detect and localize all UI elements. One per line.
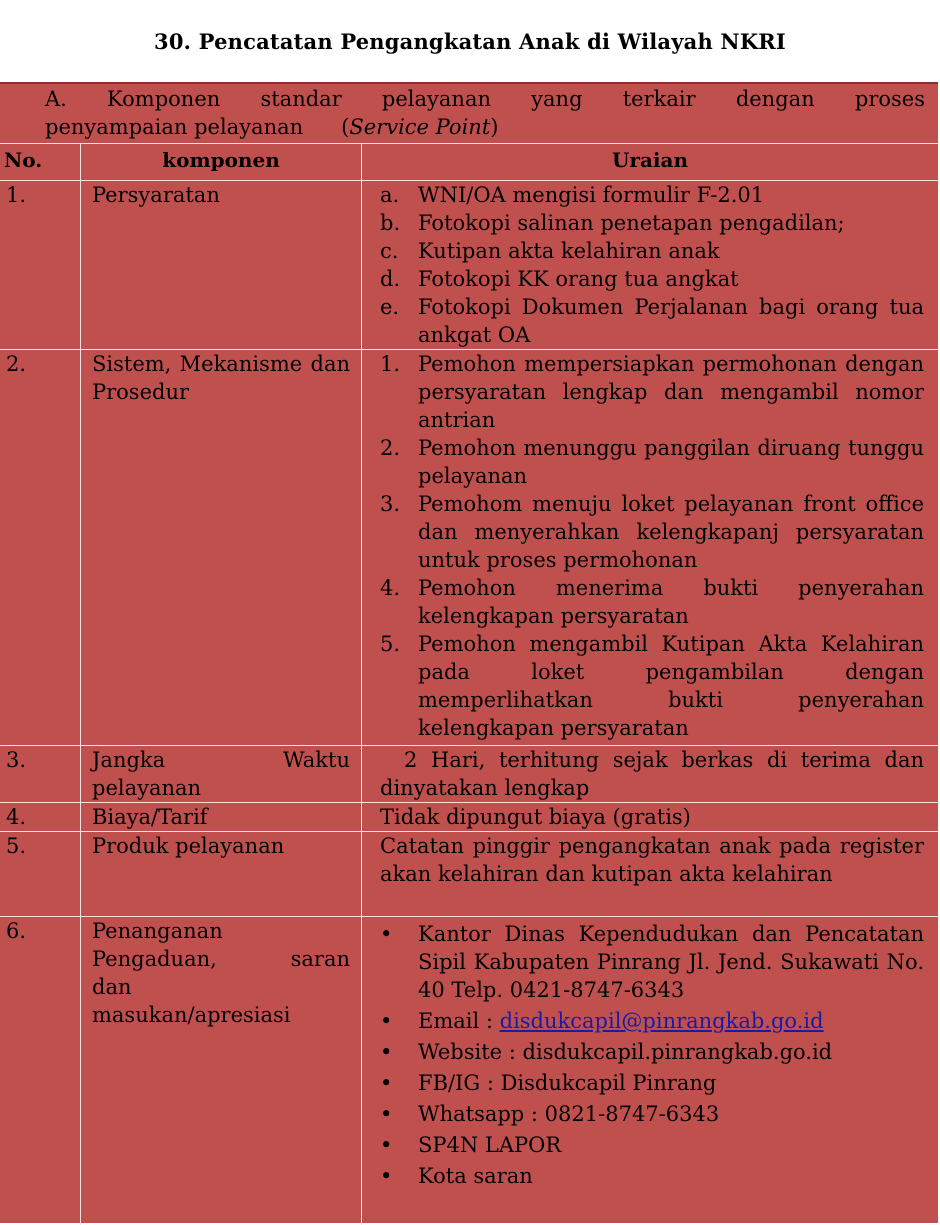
list-marker: 1. bbox=[380, 352, 401, 376]
bullet-text: Kantor Dinas Kependudukan dan Pencatatan Sipil Kabupaten Pinrang Jl. Jend. Sukawati No. 40 Telp. 0421-8747-6343 bbox=[418, 922, 924, 1002]
list-item bbox=[380, 574, 924, 630]
bullet-item bbox=[380, 1131, 924, 1159]
row-komponen: Sistem, Mekanisme dan Prosedur bbox=[92, 352, 350, 404]
list-text: Kutipan akta kelahiran anak bbox=[418, 239, 720, 263]
row-number: 1. bbox=[6, 183, 27, 207]
row-number: 5. bbox=[6, 834, 27, 858]
header-komponen: komponen bbox=[162, 148, 280, 172]
list-marker: 3. bbox=[380, 492, 401, 516]
grid-line bbox=[0, 143, 938, 144]
bullet-icon: • bbox=[380, 1071, 393, 1095]
bullet-text: FB/IG : Disdukcapil Pinrang bbox=[418, 1071, 717, 1095]
section-word: pelayanan bbox=[381, 87, 491, 111]
list-marker: 4. bbox=[380, 576, 401, 600]
komponen-line: pelayanan bbox=[92, 776, 202, 800]
section-word: standar bbox=[260, 87, 342, 111]
section-word: dengan bbox=[735, 87, 815, 111]
row-number: 4. bbox=[6, 805, 27, 829]
header-no: No. bbox=[4, 148, 43, 172]
list-marker: d. bbox=[380, 267, 401, 291]
list-text: Pemohon menunggu panggilan diruang tunggu pelayanan bbox=[418, 436, 924, 488]
komponen-line bbox=[92, 746, 350, 774]
bullet-item bbox=[380, 1007, 924, 1035]
header-uraian: Uraian bbox=[611, 148, 689, 172]
email-link[interactable]: disdukcapil@pinrangkab.go.id bbox=[499, 1009, 824, 1033]
section-word: A. bbox=[45, 87, 67, 111]
bullet-item bbox=[380, 1162, 924, 1190]
bullet-icon: • bbox=[380, 1133, 393, 1157]
list-marker: 5. bbox=[380, 632, 401, 656]
row-komponen bbox=[92, 746, 350, 802]
komponen-word: Pengaduan, bbox=[92, 947, 217, 971]
komponen-line: Penanganan bbox=[92, 919, 223, 943]
list-text: Pemohom menuju loket pelayanan front office dan menyerahkan kelengkapanj persyaratan untuk proses permohonan bbox=[418, 492, 924, 572]
bullet-text bbox=[418, 1007, 924, 1035]
list-item bbox=[380, 293, 924, 349]
email-label: Email : bbox=[418, 1009, 500, 1033]
list-item bbox=[380, 265, 924, 293]
bullet-item bbox=[380, 920, 924, 1004]
section-header-line1 bbox=[45, 85, 925, 113]
bullet-text: SP4N LAPOR bbox=[418, 1133, 562, 1157]
list-marker: 2. bbox=[380, 436, 401, 460]
list-marker: e. bbox=[380, 295, 400, 319]
list-item bbox=[380, 237, 924, 265]
list-marker: c. bbox=[380, 239, 399, 263]
row-number: 6. bbox=[6, 919, 27, 943]
section-word: terkair bbox=[622, 87, 696, 111]
row-uraian-bullets bbox=[380, 920, 924, 1193]
list-text: Pemohon menerima bukti penyerahan kelengkapan persyaratan bbox=[418, 576, 924, 628]
row-uraian-list bbox=[380, 350, 924, 742]
row-uraian-list bbox=[380, 181, 924, 349]
bullet-text: Whatsapp : 0821-8747-6343 bbox=[418, 1102, 720, 1126]
section-word: proses bbox=[854, 87, 925, 111]
section-subtitle: penyampaian pelayanan bbox=[45, 115, 304, 139]
bullet-item bbox=[380, 1100, 924, 1128]
list-marker: a. bbox=[380, 183, 400, 207]
komponen-line: masukan/apresiasi bbox=[92, 1003, 291, 1027]
list-item bbox=[380, 434, 924, 490]
paren-close: ) bbox=[490, 115, 499, 139]
list-item bbox=[380, 350, 924, 434]
list-text: Pemohon mengambil Kutipan Akta Kelahiran pada loket pengambilan dengan memperlihatkan bukti penyerahan kelengkapan persyaratan bbox=[418, 632, 924, 740]
grid-line bbox=[361, 143, 362, 1225]
bullet-text: Kota saran bbox=[418, 1164, 533, 1188]
list-text: Fotokopi Dokumen Perjalanan bagi orang tua ankgat OA bbox=[418, 295, 924, 347]
komponen-word: Jangka bbox=[92, 748, 166, 772]
paren-open: ( bbox=[341, 115, 350, 139]
row-uraian: 2 Hari, terhitung sejak berkas di terima dan dinyatakan lengkap bbox=[380, 748, 924, 800]
komponen-line: dan bbox=[92, 975, 132, 999]
page-title: 30. Pencatatan Pengangkatan Anak di Wilayah NKRI bbox=[154, 29, 786, 54]
row-komponen: Biaya/Tarif bbox=[92, 805, 208, 829]
row-komponen: Persyaratan bbox=[92, 183, 220, 207]
bullet-icon: • bbox=[380, 1009, 393, 1033]
section-word: Komponen bbox=[107, 87, 221, 111]
list-item bbox=[380, 490, 924, 574]
bullet-icon: • bbox=[380, 1164, 393, 1188]
row-uraian: Tidak dipungut biaya (gratis) bbox=[380, 805, 691, 829]
bullet-text: Website : disdukcapil.pinrangkab.go.id bbox=[418, 1040, 833, 1064]
section-header bbox=[45, 85, 925, 141]
row-komponen: Produk pelayanan bbox=[92, 834, 285, 858]
list-item bbox=[380, 630, 924, 742]
komponen-word: saran bbox=[290, 947, 350, 971]
list-text: Fotokopi salinan penetapan pengadilan; bbox=[418, 211, 845, 235]
list-text: Pemohon mempersiapkan permohonan dengan persyaratan lengkap dan mengambil nomor antrian bbox=[418, 352, 924, 432]
row-number: 2. bbox=[6, 352, 27, 376]
row-uraian: Catatan pinggir pengangkatan anak pada register akan kelahiran dan kutipan akta kelahiran bbox=[380, 834, 924, 886]
bullet-icon: • bbox=[380, 1040, 393, 1064]
list-item bbox=[380, 209, 924, 237]
bullet-icon: • bbox=[380, 922, 393, 946]
bullet-item bbox=[380, 1038, 924, 1066]
row-komponen bbox=[92, 917, 350, 1029]
grid-line bbox=[80, 143, 81, 1225]
service-point-label: Service Point bbox=[349, 115, 491, 139]
bullet-icon: • bbox=[380, 1102, 393, 1126]
row-number: 3. bbox=[6, 748, 27, 772]
bullet-item bbox=[380, 1069, 924, 1097]
section-header-line2 bbox=[45, 113, 925, 141]
list-text: Fotokopi KK orang tua angkat bbox=[418, 267, 739, 291]
komponen-line bbox=[92, 945, 350, 973]
section-word: yang bbox=[531, 87, 583, 111]
list-text: WNI/OA mengisi formulir F-2.01 bbox=[418, 183, 765, 207]
list-item bbox=[380, 181, 924, 209]
list-marker: b. bbox=[380, 211, 401, 235]
komponen-word: Waktu bbox=[283, 748, 350, 772]
service-table bbox=[0, 82, 938, 1223]
